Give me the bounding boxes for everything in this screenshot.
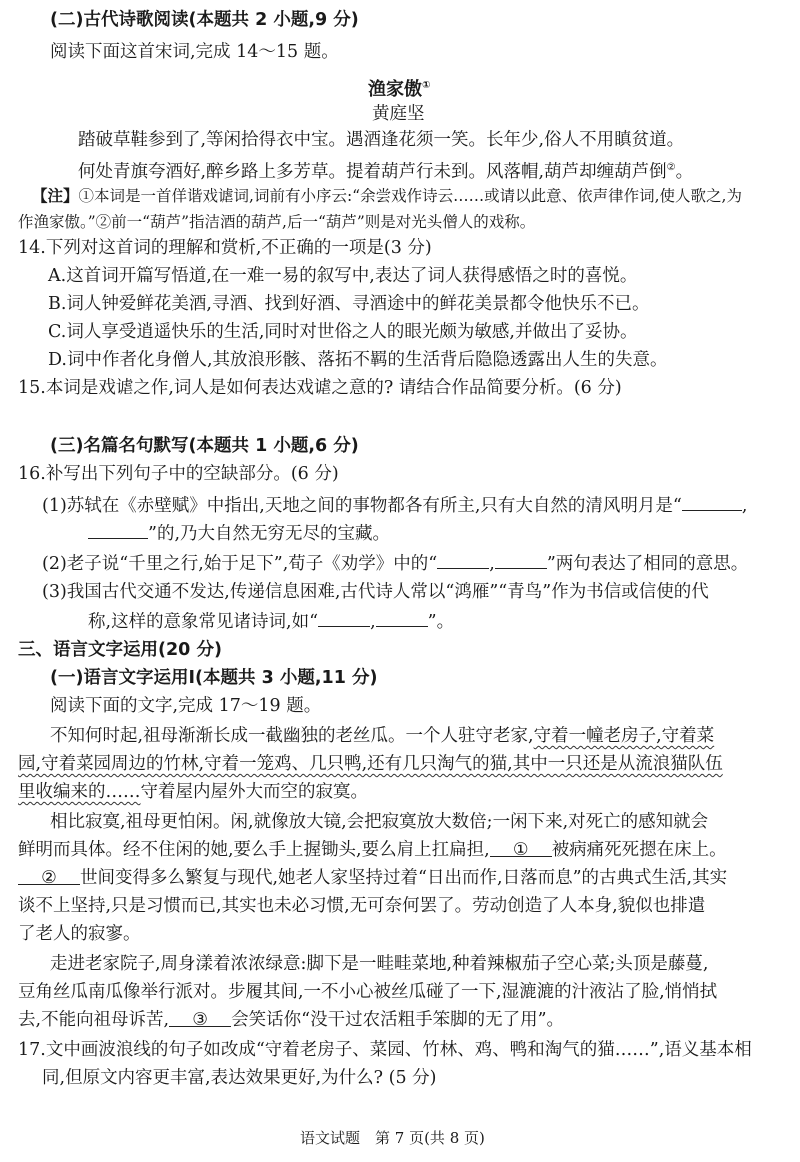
section-heading-poetry: (二)古代诗歌阅读(本题共 2 小题,9 分) xyxy=(50,10,359,30)
question-16-item-3-text: 称,这样的意象常见诸诗词,如“ xyxy=(88,612,319,632)
answer-blank-circle-1[interactable] xyxy=(490,838,552,860)
question-16-item-2 xyxy=(42,550,748,576)
poem-line-2-text: 何处青旗夸酒好,醉乡路上多芳草。提着葫芦行未到。风落帽,葫芦却缠葫芦倒 xyxy=(78,161,667,182)
passage-p1-text-a: 不知何时起,祖母渐渐长成一截幽独的老丝瓜。一个人驻守老家, xyxy=(50,726,534,746)
question-16-item-3-sep: , xyxy=(370,612,376,632)
wavy-sentence-part-3: 里收编来的…… xyxy=(18,782,141,802)
question-16-item-3-end: ”。 xyxy=(427,612,455,632)
passage-p2-line-2 xyxy=(18,838,727,862)
blank-number-3: ③ xyxy=(192,1010,208,1030)
question-14-option-b: B.词人钟爱鲜花美酒,寻酒、找到好酒、寻酒途中的鲜花美景都令他快乐不已。 xyxy=(48,294,650,314)
poem-title-mark: ① xyxy=(422,80,431,91)
poem-line-2-mark: ② xyxy=(666,162,676,173)
section-heading-recite: (三)名篇名句默写(本题共 1 小题,6 分) xyxy=(50,436,359,456)
question-16-item-1-end: ”的,乃大自然无穷无尽的宝藏。 xyxy=(148,524,391,544)
question-15-stem: 15.本词是戏谑之作,词人是如何表达戏谑之意的? 请结合作品简要分析。(6 分) xyxy=(18,378,622,398)
passage-p2-text-b: 被病痛死死摁在床上。 xyxy=(551,840,727,860)
poem-title-text: 渔家傲 xyxy=(368,79,422,100)
passage-p2-line-4: 谈不上坚持,只是习惯而已,其实也未必习惯,无可奈何罢了。劳动创造了人本身,貌似也排遣 xyxy=(18,896,706,916)
passage-p2-line-5: 了老人的寂寥。 xyxy=(18,924,141,944)
question-16-item-1-text: (1)苏轼在《赤壁赋》中指出,天地之间的事物都各有所主,只有大自然的清风明月是“ xyxy=(42,496,682,516)
passage-p3-text-a: 去,不能向祖母诉苦, xyxy=(18,1010,170,1030)
poem-line-2 xyxy=(78,156,693,184)
passage-p3-line-2: 豆角丝瓜南瓜像举行派对。步履其间,一不小心被丝瓜碰了一下,湿漉漉的汁液沾了脸,悄悄拭 xyxy=(18,982,718,1002)
passage-p2-line-3 xyxy=(18,866,727,890)
section-heading-language: 三、语言文字运用(20 分) xyxy=(18,640,222,660)
note-line-1 xyxy=(32,184,742,208)
question-17-line-1: 17.文中画波浪线的句子如改成“守着老房子、菜园、竹林、鸡、鸭和淘气的猫……”,语义基本相 xyxy=(18,1040,752,1060)
blank-number-2: ② xyxy=(41,868,57,888)
question-16-stem: 16.补写出下列句子中的空缺部分。(6 分) xyxy=(18,464,339,484)
answer-blank-4[interactable] xyxy=(495,550,547,569)
page-footer: 语文试题 第 7 页(共 8 页) xyxy=(300,1129,485,1147)
question-14-stem: 14.下列对这首词的理解和赏析,不正确的一项是(3 分) xyxy=(18,238,432,258)
answer-blank-6[interactable] xyxy=(376,608,428,627)
poem-title xyxy=(368,74,430,102)
passage-p2-line-1: 相比寂寞,祖母更怕闲。闲,就像放大镜,会把寂寞放大数倍;一闲下来,对死亡的感知就会 xyxy=(50,812,709,832)
passage-p3-text-b: 会笑话你“没干过农活粗手笨脚的无了用”。 xyxy=(231,1010,565,1030)
question-16-item-3-line-2 xyxy=(88,608,454,634)
passage-p1-line-1 xyxy=(50,724,714,748)
note-line-2: 作渔家傲。”②前一“葫芦”指洁酒的葫芦,后一“葫芦”则是对光头僧人的戏称。 xyxy=(18,213,536,231)
passage-p1-line-2 xyxy=(18,752,723,776)
passage-p2-text-a: 鲜明而具体。经不住闲的她,要么手上握锄头,要么肩上扛扁担, xyxy=(18,840,490,860)
answer-blank-2[interactable] xyxy=(88,520,148,539)
passage-p3-line-3 xyxy=(18,1008,564,1032)
poetry-instruction: 阅读下面这首宋词,完成 14～15 题。 xyxy=(50,42,339,62)
language-instruction: 阅读下面的文字,完成 17～19 题。 xyxy=(50,696,322,716)
question-16-item-1-line-2 xyxy=(88,520,390,546)
passage-p2-text-c: 世间变得多么繁复与现代,她老人家坚持过着“日出而作,日落而息”的古典式生活,其实 xyxy=(80,868,728,888)
answer-blank-1[interactable] xyxy=(682,492,742,511)
subsection-heading-language-1: (一)语言文字运用Ⅰ(本题共 3 小题,11 分) xyxy=(50,668,378,688)
question-14-option-d: D.词中作者化身僧人,其放浪形骸、落拓不羁的生活背后隐隐透露出人生的失意。 xyxy=(48,350,668,370)
blank-number-1: ① xyxy=(512,840,529,860)
poem-line-2-end: 。 xyxy=(675,161,694,182)
note-label: 【注】 xyxy=(32,187,79,205)
question-17-line-2: 同,但原文内容更丰富,表达效果更好,为什么? (5 分) xyxy=(42,1068,437,1088)
passage-p1-text-b: 守着屋内屋外大而空的寂寞。 xyxy=(140,782,368,802)
passage-p3-line-1: 走进老家院子,周身漾着浓浓绿意:脚下是一畦畦菜地,种着辣椒茄子空心菜;头顶是藤蔓, xyxy=(50,954,709,974)
note-line-1-text: ①本词是一首佯谐戏谑词,词前有小序云:“余尝戏作诗云……或请以此意、依声律作词,使人歌之,为 xyxy=(78,187,742,205)
question-14-option-c: C.词人享受逍遥快乐的生活,同时对世俗之人的眼光颇为敏感,并做出了妥协。 xyxy=(48,322,638,342)
question-16-item-1-line-1 xyxy=(42,492,747,518)
question-16-item-3-line-1: (3)我国古代交通不发达,传递信息困难,古代诗人常以“鸿雁”“青鸟”作为书信或信使的代 xyxy=(42,582,709,602)
question-16-item-2-text: (2)老子说“千里之行,始于足下”,荀子《劝学》中的“ xyxy=(42,554,438,574)
answer-blank-5[interactable] xyxy=(318,608,370,627)
answer-blank-circle-2[interactable] xyxy=(18,866,80,888)
question-16-item-2-end: ”两句表达了相同的意思。 xyxy=(546,554,749,574)
poem-author: 黄庭坚 xyxy=(372,104,425,124)
answer-blank-3[interactable] xyxy=(437,550,489,569)
wavy-sentence-part-1: 守着一幢老房子,守着菜 xyxy=(533,726,715,746)
wavy-sentence-part-2: 园,守着菜园周边的竹林,守着一笼鸡、几只鸭,还有几只淘气的猫,其中一只还是从流浪猫队伍 xyxy=(18,754,723,774)
answer-blank-circle-3[interactable] xyxy=(169,1008,231,1030)
question-14-option-a: A.这首词开篇写悟道,在一难一易的叙写中,表达了词人获得感悟之时的喜悦。 xyxy=(48,266,638,286)
passage-p1-line-3 xyxy=(18,780,368,804)
poem-line-1: 踏破草鞋参到了,等闲拾得衣中宝。遇酒逢花须一笑。长年少,俗人不用瞋贫道。 xyxy=(78,130,685,150)
question-16-item-1-comma: , xyxy=(741,496,748,516)
question-16-item-2-sep: , xyxy=(489,554,495,574)
